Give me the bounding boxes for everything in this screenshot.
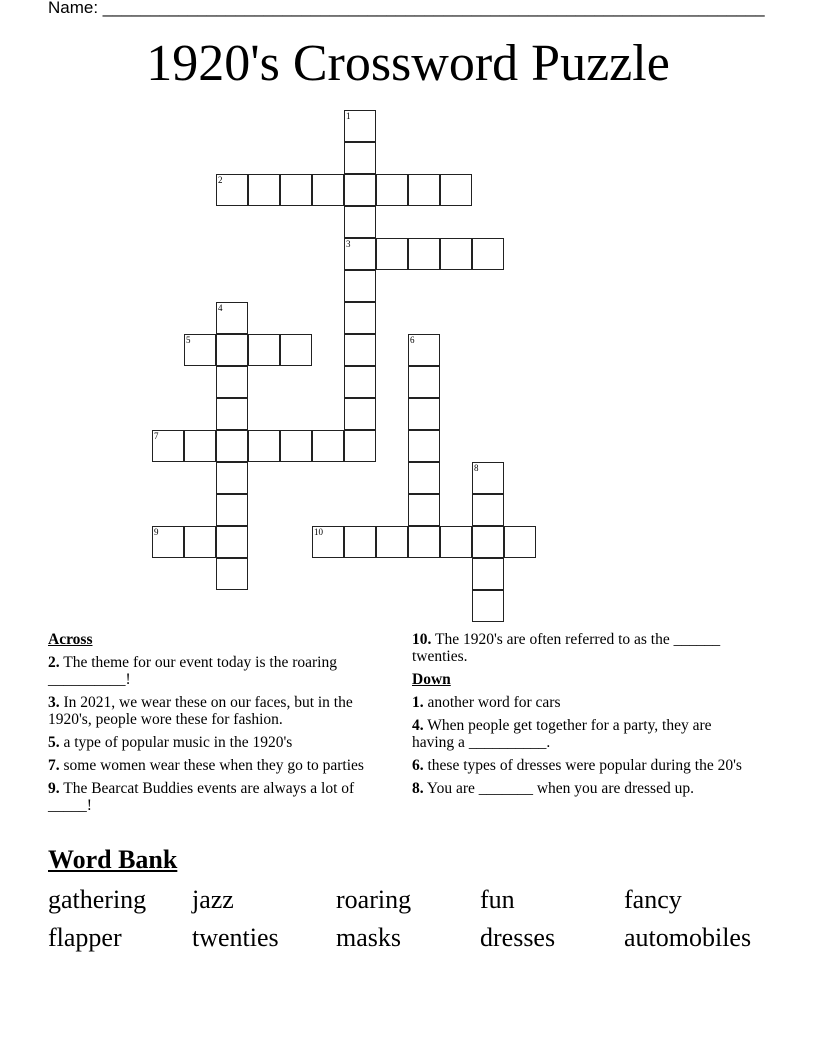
across-clue-list-continued xyxy=(412,631,752,665)
clue-number: 3 xyxy=(346,239,351,249)
crossword-cell[interactable] xyxy=(344,398,376,430)
clue xyxy=(48,780,388,814)
crossword-cell[interactable] xyxy=(216,462,248,494)
word-bank-word: gathering xyxy=(48,885,147,914)
clue-text: The 1920's are often referred to as the ______ twenties. xyxy=(412,631,721,665)
crossword-cell[interactable] xyxy=(248,430,280,462)
crossword-cell[interactable] xyxy=(408,398,440,430)
clue-number: 8 xyxy=(474,463,479,473)
crossword-cell[interactable] xyxy=(408,334,440,366)
word-bank-word: fancy xyxy=(624,885,682,914)
crossword-cell[interactable] xyxy=(472,238,504,270)
crossword-cell[interactable] xyxy=(216,174,248,206)
word-bank-word: flapper xyxy=(48,923,122,952)
crossword-cell[interactable] xyxy=(440,526,472,558)
clue-text: some women wear these when they go to parties xyxy=(59,757,364,774)
word-bank-word: automobiles xyxy=(624,923,752,952)
crossword-cell[interactable] xyxy=(216,494,248,526)
across-heading: Across xyxy=(48,631,93,648)
crossword-cell[interactable] xyxy=(472,590,504,622)
across-clue-list xyxy=(48,654,388,814)
crossword-cell[interactable] xyxy=(344,302,376,334)
clue-text: another word for cars xyxy=(423,694,561,711)
clue-number: 10 xyxy=(314,527,323,537)
clue-number-label: 7. xyxy=(48,757,60,774)
clue-number-label: 3. xyxy=(48,694,60,711)
crossword-cell[interactable] xyxy=(376,174,408,206)
crossword-cell[interactable] xyxy=(280,334,312,366)
clue-number: 5 xyxy=(186,335,191,345)
clue xyxy=(48,757,388,774)
crossword-cell[interactable] xyxy=(248,334,280,366)
crossword-cell[interactable] xyxy=(152,526,184,558)
clue xyxy=(48,694,388,728)
word-bank-word: jazz xyxy=(192,885,234,914)
crossword-cell[interactable] xyxy=(216,334,248,366)
crossword-cell[interactable] xyxy=(344,110,376,142)
crossword-cell[interactable] xyxy=(408,430,440,462)
word-bank-word: dresses xyxy=(480,923,556,952)
crossword-cell[interactable] xyxy=(216,398,248,430)
clue-text: When people get together for a party, they are having a __________. xyxy=(412,717,712,751)
clue xyxy=(412,757,752,774)
word-bank-word: fun xyxy=(480,885,515,914)
crossword-cell[interactable] xyxy=(344,526,376,558)
crossword-cell[interactable] xyxy=(376,526,408,558)
crossword-cell[interactable] xyxy=(248,174,280,206)
name-field-label: Name: ______________________________________________________________________ xyxy=(48,0,765,17)
clue-number-label: 9. xyxy=(48,780,60,797)
crossword-cell[interactable] xyxy=(376,238,408,270)
word-bank xyxy=(48,884,788,954)
clue-number-label: 6. xyxy=(412,757,424,774)
clues-column-right xyxy=(412,631,752,803)
crossword-cell[interactable] xyxy=(440,174,472,206)
down-heading: Down xyxy=(412,671,451,688)
clue-text: these types of dresses were popular during the 20's xyxy=(423,757,742,774)
crossword-cell[interactable] xyxy=(472,494,504,526)
clue-number-label: 5. xyxy=(48,734,60,751)
clue xyxy=(48,734,388,751)
crossword-cell[interactable] xyxy=(472,558,504,590)
clue-text: You are _______ when you are dressed up. xyxy=(423,780,694,797)
crossword-cell[interactable] xyxy=(440,238,472,270)
clue-number: 1 xyxy=(346,111,351,121)
clue xyxy=(412,717,752,751)
clue-text: The theme for our event today is the roaring __________! xyxy=(48,654,337,688)
crossword-cell[interactable] xyxy=(152,430,184,462)
clue-number: 7 xyxy=(154,431,159,441)
crossword-cell[interactable] xyxy=(408,526,440,558)
crossword-cell[interactable] xyxy=(344,206,376,238)
clue-text: In 2021, we wear these on our faces, but in the 1920's, people wore these for fashion. xyxy=(48,694,353,728)
crossword-cell[interactable] xyxy=(344,142,376,174)
crossword-cell[interactable] xyxy=(312,430,344,462)
crossword-cell[interactable] xyxy=(472,462,504,494)
crossword-cell[interactable] xyxy=(312,526,344,558)
down-clue-list xyxy=(412,694,752,797)
crossword-cell[interactable] xyxy=(472,526,504,558)
clue-number: 2 xyxy=(218,175,223,185)
clue-number-label: 10. xyxy=(412,631,432,648)
clue xyxy=(412,694,752,711)
word-bank-word: roaring xyxy=(336,885,412,914)
crossword-cell[interactable] xyxy=(216,430,248,462)
crossword-cell[interactable] xyxy=(312,174,344,206)
crossword-cell[interactable] xyxy=(216,366,248,398)
crossword-cell[interactable] xyxy=(280,174,312,206)
word-bank-word: twenties xyxy=(192,923,279,952)
crossword-cell[interactable] xyxy=(184,334,216,366)
crossword-cell[interactable] xyxy=(216,302,248,334)
crossword-cell[interactable] xyxy=(408,462,440,494)
crossword-cell[interactable] xyxy=(184,430,216,462)
crossword-cell[interactable] xyxy=(504,526,536,558)
crossword-cell[interactable] xyxy=(408,238,440,270)
clue-number-label: 4. xyxy=(412,717,424,734)
clue-text: The Bearcat Buddies events are always a lot of _____! xyxy=(48,780,355,814)
clue-number: 4 xyxy=(218,303,223,313)
crossword-cell[interactable] xyxy=(344,334,376,366)
clue xyxy=(48,654,388,688)
crossword-cell[interactable] xyxy=(216,526,248,558)
clue xyxy=(412,631,752,665)
crossword-cell[interactable] xyxy=(344,174,376,206)
clue xyxy=(412,780,752,797)
clue-text: a type of popular music in the 1920's xyxy=(59,734,293,751)
clue-number-label: 1. xyxy=(412,694,424,711)
page-title: 1920's Crossword Puzzle xyxy=(146,35,670,92)
clue-number-label: 8. xyxy=(412,780,424,797)
clue-number: 9 xyxy=(154,527,159,537)
crossword-cell[interactable] xyxy=(216,558,248,590)
clue-number-label: 2. xyxy=(48,654,60,671)
word-bank-title: Word Bank xyxy=(48,845,178,874)
clues-column-left xyxy=(48,631,388,820)
crossword-cell[interactable] xyxy=(344,270,376,302)
crossword-cell[interactable] xyxy=(280,430,312,462)
crossword-cell[interactable] xyxy=(344,430,376,462)
clue-number: 6 xyxy=(410,335,415,345)
crossword-cell[interactable] xyxy=(184,526,216,558)
crossword-cell[interactable] xyxy=(408,174,440,206)
crossword-cell[interactable] xyxy=(408,366,440,398)
word-bank-word: masks xyxy=(336,923,401,952)
crossword-cell[interactable] xyxy=(344,366,376,398)
crossword-cell[interactable] xyxy=(344,238,376,270)
crossword-cell[interactable] xyxy=(408,494,440,526)
